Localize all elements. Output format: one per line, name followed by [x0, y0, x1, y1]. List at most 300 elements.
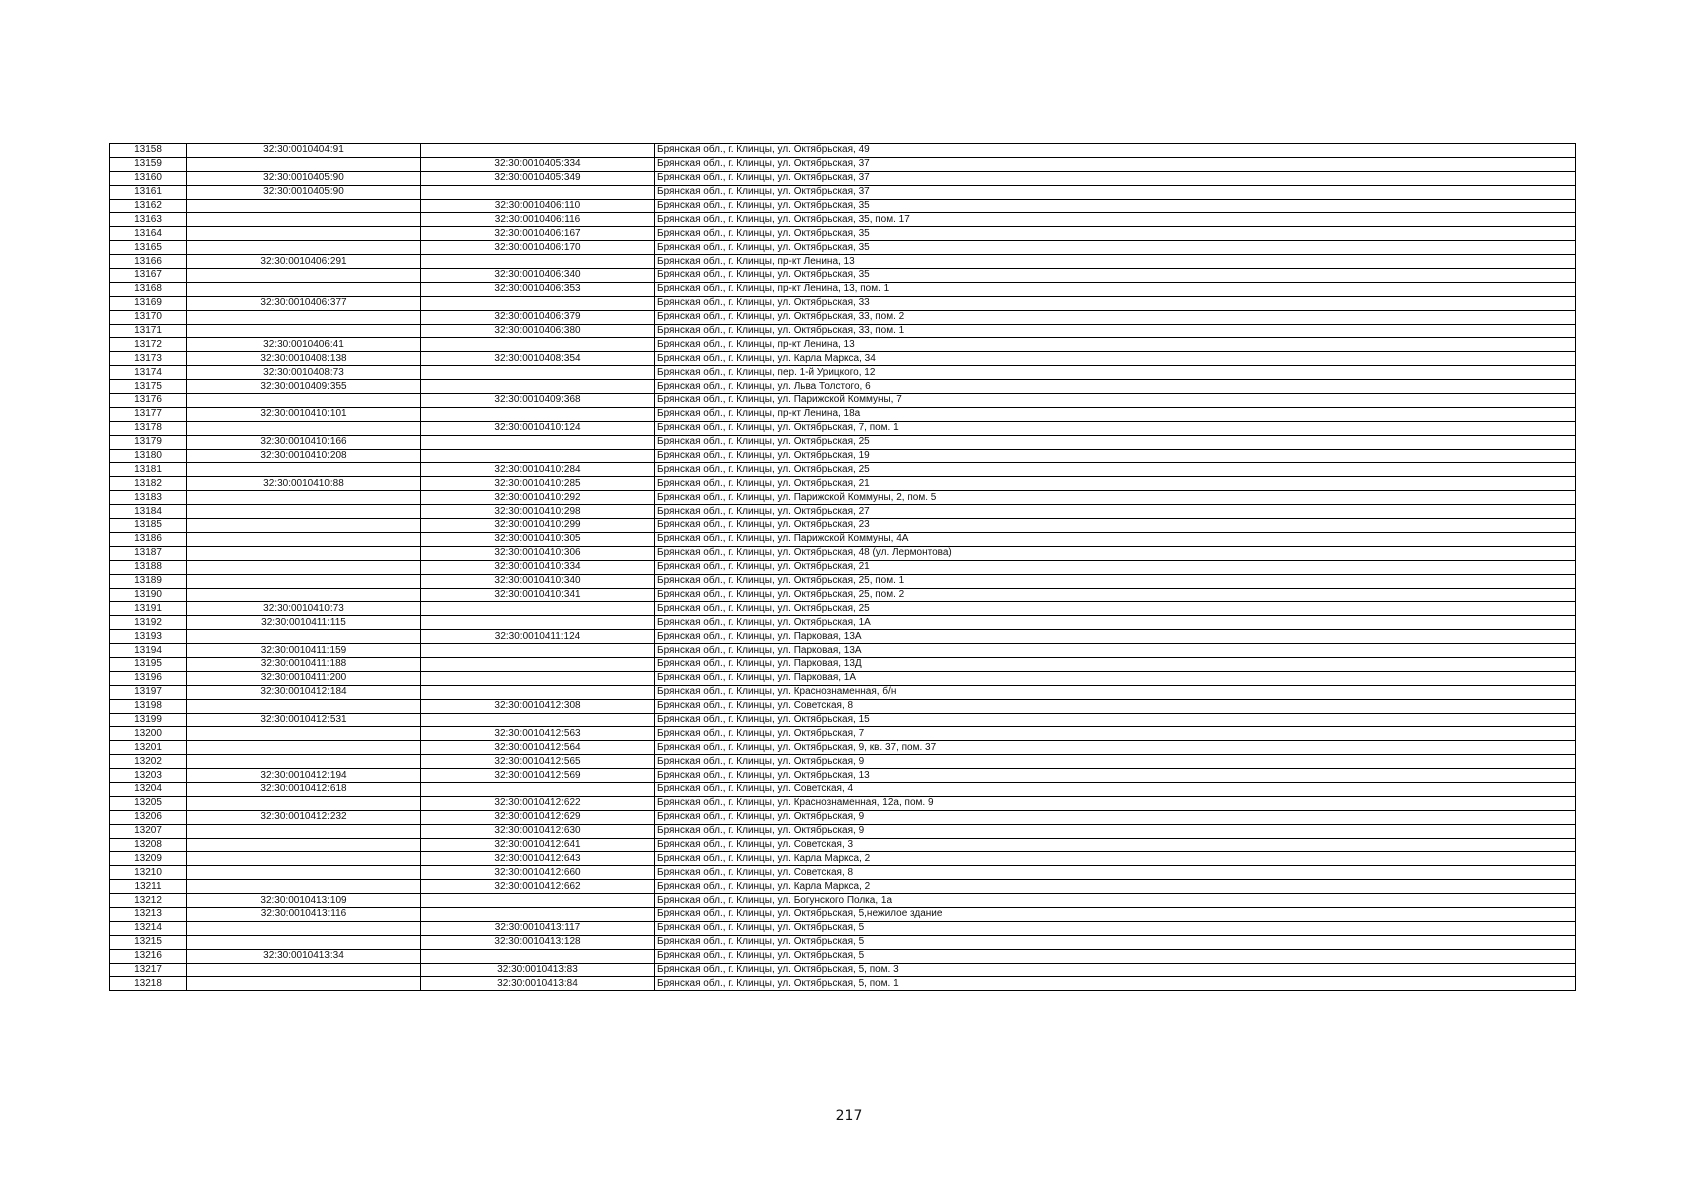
row-number-cell: 13205 — [110, 796, 187, 810]
parcel-cadastral-cell — [187, 310, 421, 324]
table-row — [110, 755, 1576, 769]
parcel-cadastral-cell: 32:30:0010413:116 — [187, 907, 421, 921]
object-cadastral-cell: 32:30:0010412:641 — [421, 838, 655, 852]
table-row — [110, 824, 1576, 838]
parcel-cadastral-cell — [187, 852, 421, 866]
row-number-cell: 13172 — [110, 338, 187, 352]
parcel-cadastral-cell: 32:30:0010404:91 — [187, 144, 421, 158]
row-number-cell: 13191 — [110, 602, 187, 616]
parcel-cadastral-cell — [187, 977, 421, 991]
table-row — [110, 185, 1576, 199]
address-cell: Брянская обл., г. Клинцы, ул. Октябрьская, 5 — [655, 949, 1576, 963]
parcel-cadastral-cell — [187, 282, 421, 296]
parcel-cadastral-cell: 32:30:0010411:188 — [187, 657, 421, 671]
object-cadastral-cell: 32:30:0010405:334 — [421, 157, 655, 171]
table-row — [110, 380, 1576, 394]
address-cell: Брянская обл., г. Клинцы, ул. Советская, 3 — [655, 838, 1576, 852]
object-cadastral-cell: 32:30:0010412:629 — [421, 810, 655, 824]
row-number-cell: 13173 — [110, 352, 187, 366]
address-cell: Брянская обл., г. Клинцы, ул. Октябрьская, 37 — [655, 157, 1576, 171]
parcel-cadastral-cell: 32:30:0010410:208 — [187, 449, 421, 463]
row-number-cell: 13178 — [110, 421, 187, 435]
row-number-cell: 13196 — [110, 671, 187, 685]
parcel-cadastral-cell — [187, 630, 421, 644]
parcel-cadastral-cell — [187, 838, 421, 852]
parcel-cadastral-cell — [187, 699, 421, 713]
address-cell: Брянская обл., г. Клинцы, ул. Советская, 8 — [655, 699, 1576, 713]
row-number-cell: 13163 — [110, 213, 187, 227]
table-row — [110, 894, 1576, 908]
object-cadastral-cell: 32:30:0010412:563 — [421, 727, 655, 741]
address-cell: Брянская обл., г. Клинцы, ул. Краснознаменная, 12а, пом. 9 — [655, 796, 1576, 810]
parcel-cadastral-cell: 32:30:0010412:184 — [187, 685, 421, 699]
object-cadastral-cell: 32:30:0010410:341 — [421, 588, 655, 602]
table-row — [110, 782, 1576, 796]
parcel-cadastral-cell: 32:30:0010412:194 — [187, 769, 421, 783]
parcel-cadastral-cell — [187, 505, 421, 519]
table-row — [110, 838, 1576, 852]
row-number-cell: 13166 — [110, 255, 187, 269]
parcel-cadastral-cell: 32:30:0010413:109 — [187, 894, 421, 908]
object-cadastral-cell: 32:30:0010412:308 — [421, 699, 655, 713]
address-cell: Брянская обл., г. Клинцы, ул. Парковая, 13Д — [655, 657, 1576, 671]
table-row — [110, 644, 1576, 658]
row-number-cell: 13209 — [110, 852, 187, 866]
table-row — [110, 282, 1576, 296]
parcel-cadastral-cell: 32:30:0010406:377 — [187, 296, 421, 310]
parcel-cadastral-cell: 32:30:0010413:34 — [187, 949, 421, 963]
table-body — [110, 144, 1576, 991]
table-row — [110, 519, 1576, 533]
object-cadastral-cell: 32:30:0010406:380 — [421, 324, 655, 338]
address-cell: Брянская обл., г. Клинцы, ул. Карла Маркса, 2 — [655, 880, 1576, 894]
row-number-cell: 13214 — [110, 921, 187, 935]
parcel-cadastral-cell: 32:30:0010411:159 — [187, 644, 421, 658]
address-cell: Брянская обл., г. Клинцы, ул. Советская, 8 — [655, 866, 1576, 880]
row-number-cell: 13207 — [110, 824, 187, 838]
object-cadastral-cell — [421, 949, 655, 963]
parcel-cadastral-cell: 32:30:0010406:291 — [187, 255, 421, 269]
address-cell: Брянская обл., г. Клинцы, ул. Парковая, 13А — [655, 644, 1576, 658]
table-row — [110, 671, 1576, 685]
parcel-cadastral-cell — [187, 574, 421, 588]
address-cell: Брянская обл., г. Клинцы, ул. Карла Маркса, 34 — [655, 352, 1576, 366]
parcel-cadastral-cell — [187, 532, 421, 546]
table-row — [110, 852, 1576, 866]
table-row — [110, 699, 1576, 713]
row-number-cell: 13165 — [110, 241, 187, 255]
table-row — [110, 769, 1576, 783]
address-cell: Брянская обл., г. Клинцы, ул. Октябрьская, 35 — [655, 199, 1576, 213]
object-cadastral-cell — [421, 435, 655, 449]
row-number-cell: 13176 — [110, 394, 187, 408]
object-cadastral-cell: 32:30:0010412:630 — [421, 824, 655, 838]
table-row — [110, 810, 1576, 824]
table-row — [110, 477, 1576, 491]
table-row — [110, 741, 1576, 755]
parcel-cadastral-cell — [187, 921, 421, 935]
row-number-cell: 13175 — [110, 380, 187, 394]
table-row — [110, 241, 1576, 255]
object-cadastral-cell — [421, 296, 655, 310]
parcel-cadastral-cell: 32:30:0010410:101 — [187, 407, 421, 421]
parcel-cadastral-cell: 32:30:0010405:90 — [187, 171, 421, 185]
row-number-cell: 13161 — [110, 185, 187, 199]
address-cell: Брянская обл., г. Клинцы, пр-кт Ленина, 18а — [655, 407, 1576, 421]
row-number-cell: 13182 — [110, 477, 187, 491]
row-number-cell: 13187 — [110, 546, 187, 560]
object-cadastral-cell: 32:30:0010411:124 — [421, 630, 655, 644]
parcel-cadastral-cell — [187, 755, 421, 769]
object-cadastral-cell — [421, 657, 655, 671]
row-number-cell: 13158 — [110, 144, 187, 158]
object-cadastral-cell: 32:30:0010410:306 — [421, 546, 655, 560]
parcel-cadastral-cell — [187, 491, 421, 505]
row-number-cell: 13208 — [110, 838, 187, 852]
row-number-cell: 13198 — [110, 699, 187, 713]
table-row — [110, 657, 1576, 671]
table-row — [110, 352, 1576, 366]
table-row — [110, 505, 1576, 519]
address-cell: Брянская обл., г. Клинцы, ул. Октябрьская, 9, кв. 37, пом. 37 — [655, 741, 1576, 755]
table-row — [110, 171, 1576, 185]
address-cell: Брянская обл., г. Клинцы, ул. Октябрьская, 21 — [655, 560, 1576, 574]
row-number-cell: 13179 — [110, 435, 187, 449]
table-row — [110, 546, 1576, 560]
row-number-cell: 13199 — [110, 713, 187, 727]
row-number-cell: 13190 — [110, 588, 187, 602]
address-cell: Брянская обл., г. Клинцы, ул. Октябрьская, 5, пом. 3 — [655, 963, 1576, 977]
table-row — [110, 296, 1576, 310]
address-cell: Брянская обл., г. Клинцы, ул. Октябрьская, 9 — [655, 810, 1576, 824]
row-number-cell: 13215 — [110, 935, 187, 949]
object-cadastral-cell: 32:30:0010409:368 — [421, 394, 655, 408]
row-number-cell: 13201 — [110, 741, 187, 755]
row-number-cell: 13211 — [110, 880, 187, 894]
table-row — [110, 227, 1576, 241]
table-row — [110, 435, 1576, 449]
parcel-cadastral-cell — [187, 213, 421, 227]
address-cell: Брянская обл., г. Клинцы, ул. Парижской Коммуны, 7 — [655, 394, 1576, 408]
row-number-cell: 13162 — [110, 199, 187, 213]
address-cell: Брянская обл., г. Клинцы, ул. Карла Маркса, 2 — [655, 852, 1576, 866]
address-cell: Брянская обл., г. Клинцы, ул. Октябрьская, 35 — [655, 241, 1576, 255]
row-number-cell: 13195 — [110, 657, 187, 671]
address-cell: Брянская обл., г. Клинцы, ул. Октябрьская, 7 — [655, 727, 1576, 741]
parcel-cadastral-cell — [187, 546, 421, 560]
table-row — [110, 255, 1576, 269]
address-cell: Брянская обл., г. Клинцы, ул. Октябрьская, 35 — [655, 227, 1576, 241]
table-row — [110, 588, 1576, 602]
object-cadastral-cell: 32:30:0010413:84 — [421, 977, 655, 991]
row-number-cell: 13186 — [110, 532, 187, 546]
parcel-cadastral-cell: 32:30:0010411:115 — [187, 616, 421, 630]
parcel-cadastral-cell: 32:30:0010412:618 — [187, 782, 421, 796]
object-cadastral-cell — [421, 185, 655, 199]
address-cell: Брянская обл., г. Клинцы, ул. Октябрьская, 37 — [655, 185, 1576, 199]
address-cell: Брянская обл., г. Клинцы, ул. Октябрьская, 35 — [655, 269, 1576, 283]
row-number-cell: 13189 — [110, 574, 187, 588]
address-cell: Брянская обл., г. Клинцы, ул. Парковая, 13А — [655, 630, 1576, 644]
parcel-cadastral-cell — [187, 727, 421, 741]
object-cadastral-cell: 32:30:0010406:170 — [421, 241, 655, 255]
object-cadastral-cell: 32:30:0010413:128 — [421, 935, 655, 949]
page-number: 217 — [835, 1108, 863, 1124]
object-cadastral-cell — [421, 338, 655, 352]
object-cadastral-cell: 32:30:0010406:167 — [421, 227, 655, 241]
address-cell: Брянская обл., г. Клинцы, ул. Октябрьская, 15 — [655, 713, 1576, 727]
object-cadastral-cell: 32:30:0010408:354 — [421, 352, 655, 366]
object-cadastral-cell — [421, 616, 655, 630]
table-row — [110, 491, 1576, 505]
object-cadastral-cell: 32:30:0010412:569 — [421, 769, 655, 783]
object-cadastral-cell: 32:30:0010412:643 — [421, 852, 655, 866]
table-row — [110, 796, 1576, 810]
object-cadastral-cell: 32:30:0010412:565 — [421, 755, 655, 769]
object-cadastral-cell — [421, 907, 655, 921]
table-row — [110, 907, 1576, 921]
table-row — [110, 963, 1576, 977]
object-cadastral-cell: 32:30:0010410:292 — [421, 491, 655, 505]
table-row — [110, 338, 1576, 352]
table-row — [110, 880, 1576, 894]
parcel-cadastral-cell — [187, 796, 421, 810]
object-cadastral-cell: 32:30:0010410:285 — [421, 477, 655, 491]
table-row — [110, 394, 1576, 408]
address-cell: Брянская обл., г. Клинцы, ул. Октябрьская, 35, пом. 17 — [655, 213, 1576, 227]
address-cell: Брянская обл., г. Клинцы, ул. Октябрьская, 5 — [655, 921, 1576, 935]
parcel-cadastral-cell — [187, 199, 421, 213]
address-cell: Брянская обл., г. Клинцы, ул. Октябрьская, 33, пом. 2 — [655, 310, 1576, 324]
object-cadastral-cell — [421, 407, 655, 421]
row-number-cell: 13177 — [110, 407, 187, 421]
table-row — [110, 921, 1576, 935]
object-cadastral-cell — [421, 713, 655, 727]
table-row — [110, 977, 1576, 991]
object-cadastral-cell: 32:30:0010410:305 — [421, 532, 655, 546]
object-cadastral-cell: 32:30:0010410:340 — [421, 574, 655, 588]
object-cadastral-cell — [421, 380, 655, 394]
object-cadastral-cell: 32:30:0010405:349 — [421, 171, 655, 185]
table-row — [110, 713, 1576, 727]
parcel-cadastral-cell — [187, 421, 421, 435]
address-cell: Брянская обл., г. Клинцы, ул. Октябрьская, 5 — [655, 935, 1576, 949]
object-cadastral-cell — [421, 144, 655, 158]
object-cadastral-cell: 32:30:0010412:662 — [421, 880, 655, 894]
row-number-cell: 13203 — [110, 769, 187, 783]
row-number-cell: 13164 — [110, 227, 187, 241]
table-row — [110, 144, 1576, 158]
table-row — [110, 421, 1576, 435]
parcel-cadastral-cell — [187, 241, 421, 255]
parcel-cadastral-cell — [187, 741, 421, 755]
parcel-cadastral-cell: 32:30:0010408:73 — [187, 366, 421, 380]
address-cell: Брянская обл., г. Клинцы, ул. Октябрьская, 9 — [655, 755, 1576, 769]
row-number-cell: 13188 — [110, 560, 187, 574]
table-row — [110, 727, 1576, 741]
row-number-cell: 13192 — [110, 616, 187, 630]
object-cadastral-cell: 32:30:0010410:298 — [421, 505, 655, 519]
parcel-cadastral-cell — [187, 269, 421, 283]
table-row — [110, 574, 1576, 588]
table-row — [110, 949, 1576, 963]
address-cell: Брянская обл., г. Клинцы, пер. 1-й Урицкого, 12 — [655, 366, 1576, 380]
table-row — [110, 685, 1576, 699]
parcel-cadastral-cell — [187, 157, 421, 171]
row-number-cell: 13160 — [110, 171, 187, 185]
parcel-cadastral-cell: 32:30:0010410:88 — [187, 477, 421, 491]
address-cell: Брянская обл., г. Клинцы, ул. Льва Толстого, 6 — [655, 380, 1576, 394]
parcel-cadastral-cell: 32:30:0010409:355 — [187, 380, 421, 394]
object-cadastral-cell — [421, 449, 655, 463]
table-row — [110, 463, 1576, 477]
object-cadastral-cell: 32:30:0010406:110 — [421, 199, 655, 213]
address-cell: Брянская обл., г. Клинцы, ул. Октябрьская, 23 — [655, 519, 1576, 533]
row-number-cell: 13184 — [110, 505, 187, 519]
address-cell: Брянская обл., г. Клинцы, ул. Октябрьская, 19 — [655, 449, 1576, 463]
address-cell: Брянская обл., г. Клинцы, ул. Октябрьская, 37 — [655, 171, 1576, 185]
parcel-cadastral-cell: 32:30:0010410:166 — [187, 435, 421, 449]
address-cell: Брянская обл., г. Клинцы, пр-кт Ленина, 13 — [655, 255, 1576, 269]
row-number-cell: 13216 — [110, 949, 187, 963]
registry-table — [109, 143, 1576, 991]
address-cell: Брянская обл., г. Клинцы, ул. Богунского Полка, 1а — [655, 894, 1576, 908]
row-number-cell: 13185 — [110, 519, 187, 533]
row-number-cell: 13170 — [110, 310, 187, 324]
row-number-cell: 13159 — [110, 157, 187, 171]
address-cell: Брянская обл., г. Клинцы, ул. Октябрьская, 5, пом. 1 — [655, 977, 1576, 991]
object-cadastral-cell: 32:30:0010410:299 — [421, 519, 655, 533]
address-cell: Брянская обл., г. Клинцы, ул. Октябрьская, 13 — [655, 769, 1576, 783]
parcel-cadastral-cell — [187, 824, 421, 838]
address-cell: Брянская обл., г. Клинцы, ул. Парковая, 1А — [655, 671, 1576, 685]
parcel-cadastral-cell: 32:30:0010410:73 — [187, 602, 421, 616]
object-cadastral-cell — [421, 644, 655, 658]
parcel-cadastral-cell — [187, 866, 421, 880]
row-number-cell: 13212 — [110, 894, 187, 908]
parcel-cadastral-cell — [187, 394, 421, 408]
object-cadastral-cell — [421, 366, 655, 380]
table-row — [110, 532, 1576, 546]
address-cell: Брянская обл., г. Клинцы, ул. Октябрьская, 25 — [655, 435, 1576, 449]
address-cell: Брянская обл., г. Клинцы, ул. Октябрьская, 1А — [655, 616, 1576, 630]
address-cell: Брянская обл., г. Клинцы, ул. Парижской Коммуны, 4А — [655, 532, 1576, 546]
parcel-cadastral-cell — [187, 560, 421, 574]
parcel-cadastral-cell: 32:30:0010412:232 — [187, 810, 421, 824]
row-number-cell: 13193 — [110, 630, 187, 644]
parcel-cadastral-cell — [187, 463, 421, 477]
address-cell: Брянская обл., г. Клинцы, пр-кт Ленина, 13 — [655, 338, 1576, 352]
address-cell: Брянская обл., г. Клинцы, ул. Октябрьская, 48 (ул. Лермонтова) — [655, 546, 1576, 560]
table-row — [110, 324, 1576, 338]
address-cell: Брянская обл., г. Клинцы, ул. Парижской Коммуны, 2, пом. 5 — [655, 491, 1576, 505]
parcel-cadastral-cell — [187, 324, 421, 338]
table-row — [110, 199, 1576, 213]
row-number-cell: 13180 — [110, 449, 187, 463]
object-cadastral-cell — [421, 782, 655, 796]
table-row — [110, 213, 1576, 227]
parcel-cadastral-cell — [187, 963, 421, 977]
row-number-cell: 13200 — [110, 727, 187, 741]
row-number-cell: 13210 — [110, 866, 187, 880]
address-cell: Брянская обл., г. Клинцы, ул. Октябрьская, 25 — [655, 463, 1576, 477]
parcel-cadastral-cell: 32:30:0010412:531 — [187, 713, 421, 727]
address-cell: Брянская обл., г. Клинцы, ул. Октябрьская, 27 — [655, 505, 1576, 519]
table-row — [110, 602, 1576, 616]
parcel-cadastral-cell — [187, 588, 421, 602]
object-cadastral-cell — [421, 671, 655, 685]
parcel-cadastral-cell: 32:30:0010405:90 — [187, 185, 421, 199]
address-cell: Брянская обл., г. Клинцы, ул. Краснознаменная, б/н — [655, 685, 1576, 699]
row-number-cell: 13206 — [110, 810, 187, 824]
row-number-cell: 13197 — [110, 685, 187, 699]
table-row — [110, 269, 1576, 283]
address-cell: Брянская обл., г. Клинцы, ул. Советская, 4 — [655, 782, 1576, 796]
row-number-cell: 13169 — [110, 296, 187, 310]
parcel-cadastral-cell: 32:30:0010408:138 — [187, 352, 421, 366]
row-number-cell: 13183 — [110, 491, 187, 505]
row-number-cell: 13218 — [110, 977, 187, 991]
object-cadastral-cell: 32:30:0010410:334 — [421, 560, 655, 574]
object-cadastral-cell — [421, 255, 655, 269]
object-cadastral-cell: 32:30:0010412:622 — [421, 796, 655, 810]
object-cadastral-cell: 32:30:0010413:83 — [421, 963, 655, 977]
address-cell: Брянская обл., г. Клинцы, ул. Октябрьская, 33, пом. 1 — [655, 324, 1576, 338]
object-cadastral-cell: 32:30:0010412:660 — [421, 866, 655, 880]
row-number-cell: 13217 — [110, 963, 187, 977]
address-cell: Брянская обл., г. Клинцы, ул. Октябрьская, 25, пом. 2 — [655, 588, 1576, 602]
object-cadastral-cell: 32:30:0010413:117 — [421, 921, 655, 935]
object-cadastral-cell: 32:30:0010406:340 — [421, 269, 655, 283]
object-cadastral-cell — [421, 602, 655, 616]
row-number-cell: 13213 — [110, 907, 187, 921]
parcel-cadastral-cell — [187, 935, 421, 949]
row-number-cell: 13181 — [110, 463, 187, 477]
object-cadastral-cell: 32:30:0010406:353 — [421, 282, 655, 296]
parcel-cadastral-cell — [187, 519, 421, 533]
table-row — [110, 866, 1576, 880]
parcel-cadastral-cell: 32:30:0010411:200 — [187, 671, 421, 685]
row-number-cell: 13167 — [110, 269, 187, 283]
table-row — [110, 366, 1576, 380]
row-number-cell: 13194 — [110, 644, 187, 658]
object-cadastral-cell — [421, 894, 655, 908]
address-cell: Брянская обл., г. Клинцы, ул. Октябрьская, 25 — [655, 602, 1576, 616]
table-row — [110, 310, 1576, 324]
table-row — [110, 560, 1576, 574]
address-cell: Брянская обл., г. Клинцы, ул. Октябрьская, 49 — [655, 144, 1576, 158]
object-cadastral-cell: 32:30:0010410:284 — [421, 463, 655, 477]
table-row — [110, 935, 1576, 949]
address-cell: Брянская обл., г. Клинцы, ул. Октябрьская, 9 — [655, 824, 1576, 838]
object-cadastral-cell: 32:30:0010406:116 — [421, 213, 655, 227]
object-cadastral-cell: 32:30:0010412:564 — [421, 741, 655, 755]
table-row — [110, 157, 1576, 171]
parcel-cadastral-cell: 32:30:0010406:41 — [187, 338, 421, 352]
table-row — [110, 449, 1576, 463]
address-cell: Брянская обл., г. Клинцы, ул. Октябрьская, 5,нежилое здание — [655, 907, 1576, 921]
address-cell: Брянская обл., г. Клинцы, ул. Октябрьская, 21 — [655, 477, 1576, 491]
row-number-cell: 13202 — [110, 755, 187, 769]
object-cadastral-cell: 32:30:0010406:379 — [421, 310, 655, 324]
address-cell: Брянская обл., г. Клинцы, ул. Октябрьская, 25, пом. 1 — [655, 574, 1576, 588]
row-number-cell: 13204 — [110, 782, 187, 796]
row-number-cell: 13174 — [110, 366, 187, 380]
address-cell: Брянская обл., г. Клинцы, ул. Октябрьская, 33 — [655, 296, 1576, 310]
object-cadastral-cell: 32:30:0010410:124 — [421, 421, 655, 435]
object-cadastral-cell — [421, 685, 655, 699]
address-cell: Брянская обл., г. Клинцы, ул. Октябрьская, 7, пом. 1 — [655, 421, 1576, 435]
